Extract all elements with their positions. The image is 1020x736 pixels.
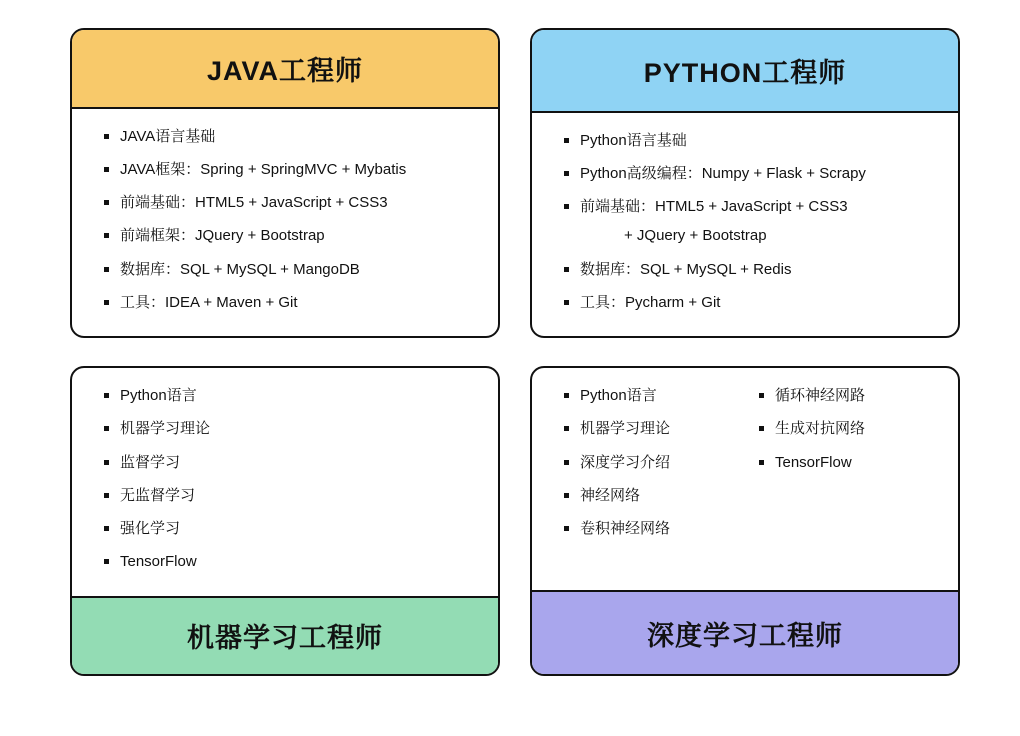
list-item: 监督学习 (102, 453, 478, 473)
card-python-engineer (530, 28, 960, 338)
skill-column-left (562, 386, 743, 580)
card-body-java-engineer (72, 109, 498, 337)
list-item: JAVA语言基础 (102, 127, 478, 147)
list-item-subline: + JQuery + Bootstrap (624, 227, 767, 245)
list-item: Python语言 (102, 386, 478, 406)
list-item: 机器学习理论 (102, 419, 478, 439)
skill-list-deep-learning-right (757, 386, 938, 473)
list-item: TensorFlow (102, 552, 478, 572)
list-item: Python语言基础 (562, 131, 938, 151)
list-item: JAVA框架：Spring + SpringMVC + Mybatis (102, 160, 478, 180)
list-item: 无监督学习 (102, 486, 478, 506)
skill-list-deep-learning-left (562, 386, 743, 539)
skill-column-right (757, 386, 938, 580)
list-item: 神经网络 (562, 486, 743, 506)
list-item: 卷积神经网络 (562, 519, 743, 539)
list-item: 深度学习介绍 (562, 453, 743, 473)
card-deep-learning-engineer (530, 366, 960, 676)
list-item: 数据库：SQL + MySQL + MangoDB (102, 260, 478, 280)
list-item: Python语言 (562, 386, 743, 406)
card-title-java-engineer: JAVA工程师 (72, 30, 498, 109)
list-item: 生成对抗网络 (757, 419, 938, 439)
list-item: 前端基础：HTML5 + JavaScript + CSS3 (102, 193, 478, 213)
list-item: 工具：Pycharm + Git (562, 293, 938, 313)
card-machine-learning-engineer (70, 366, 500, 676)
skill-list-machine-learning (102, 386, 478, 573)
card-title-machine-learning-engineer: 机器学习工程师 (72, 596, 498, 675)
list-item: 数据库：SQL + MySQL + Redis (562, 260, 938, 280)
skill-list-java (102, 127, 478, 314)
card-title-deep-learning-engineer: 深度学习工程师 (532, 590, 958, 674)
list-item: Python高级编程：Numpy + Flask + Scrapy (562, 164, 938, 184)
card-java-engineer (70, 28, 500, 338)
card-body-python-engineer (532, 113, 958, 337)
list-item (562, 197, 938, 247)
card-title-python-engineer: PYTHON工程师 (532, 30, 958, 113)
skill-list-python (562, 131, 938, 314)
list-item: 机器学习理论 (562, 419, 743, 439)
card-grid (70, 28, 960, 676)
card-body-machine-learning-engineer (72, 368, 498, 596)
card-body-deep-learning-engineer (532, 368, 958, 590)
list-item: TensorFlow (757, 453, 938, 473)
list-item: 前端框架：JQuery + Bootstrap (102, 226, 478, 246)
list-item: 循环神经网路 (757, 386, 938, 406)
list-item: 强化学习 (102, 519, 478, 539)
list-item: 工具：IDEA + Maven + Git (102, 293, 478, 313)
list-item-text: 前端基础：HTML5 + JavaScript + CSS3 (580, 198, 848, 215)
